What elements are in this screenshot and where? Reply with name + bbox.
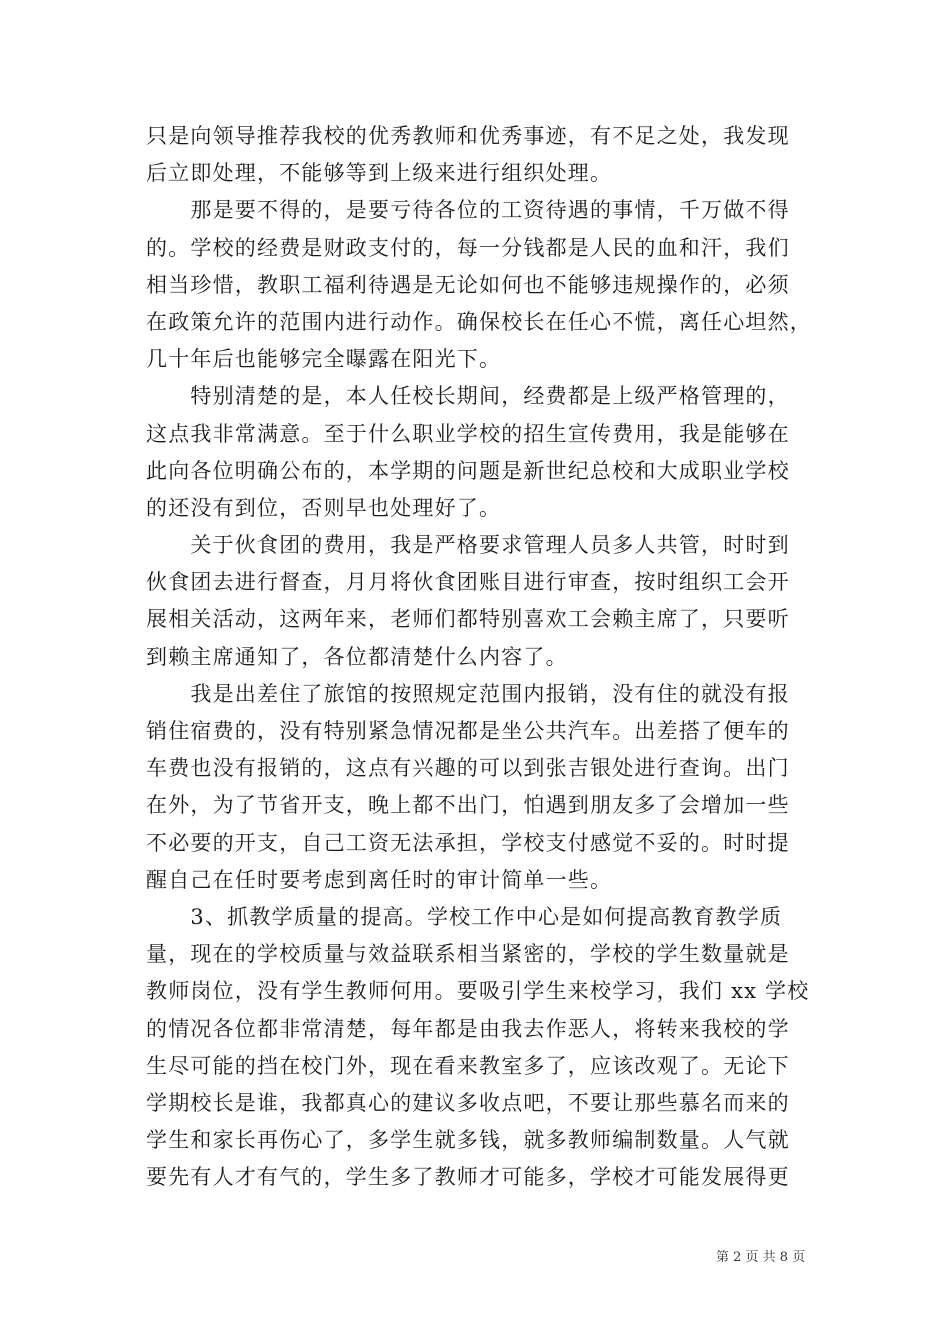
text-line: 在政策允许的范围内进行动作。确保校长在任心不慌，离任心坦然， [146,309,812,334]
text-line: 我是出差住了旅馆的按照规定范围内报销，没有住的就没有报 [146,681,790,706]
text-line: 几十年后也能够完全曝露在阳光下。 [146,347,502,372]
document-body [146,118,816,1196]
text-line: 特别清楚的是，本人任校长期间，经费都是上级严格管理的， [146,384,790,409]
text-line: 只是向领导推荐我校的优秀教师和优秀事迹，有不足之处，我发现 [146,124,790,148]
text-line: 销住宿费的，没有特别紧急情况都是坐公共汽车。出差搭了便车的 [146,719,790,743]
text-line: 那是要不得的，是要亏待各位的工资待遇的事情，千万做不得 [146,198,790,223]
text-line: 的。学校的经费是财政支付的，每一分钱都是人民的血和汗，我们 [146,235,790,260]
text-line: 量，现在的学校质量与效益联系相当紧密的，学校的学生数量就是 [146,942,790,967]
text-line: 学生和家长再伤心了，多学生就多钱，就多教师编制数量。人气就 [146,1128,790,1153]
text-line: 关于伙食团的费用，我是严格要求管理人员多人共管，时时到 [146,533,790,558]
text-line: 学期校长是谁，我都真心的建议多收点吧，不要让那些慕名而来的 [146,1090,790,1115]
text-line: 生尽可能的挡在校门外，现在看来教室多了，应该改观了。无论下 [146,1053,790,1078]
text-line: 的情况各位都非常清楚，每年都是由我去作恶人，将转来我校的学 [146,1016,790,1041]
text-line: 伙食团去进行督查，月月将伙食团账目进行审查，按时组织工会开 [146,570,790,595]
text-line: 此向各位明确公布的，本学期的问题是新世纪总校和大成职业学校 [146,458,790,483]
text-line: 不必要的开支，自己工资无法承担，学校支付感觉不妥的。时时提 [146,830,790,855]
text-line: 的还没有到位，否则早也处理好了。 [146,495,502,520]
text-line: 教师岗位，没有学生教师何用。要吸引学生来校学习，我们 xx 学校 [146,979,810,1004]
text-line: 相当珍惜，教职工福利待遇是无论如何也不能够违规操作的，必须 [146,272,790,297]
text-line: 在外，为了节省开支，晚上都不出门，怕遇到朋友多了会增加一些 [146,793,790,818]
text-line: 要先有人才有气的，学生多了教师才可能多，学校才可能发展得更 [146,1165,790,1190]
text-line: 到赖主席通知了，各位都清楚什么内容了。 [146,644,568,669]
text-line: 后立即处理，不能够等到上级来进行组织处理。 [146,161,613,186]
text-line: 这点我非常满意。至于什么职业学校的招生宣传费用，我是能够在 [146,421,790,446]
page-number: 第 2 页 共 8 页 [716,1250,806,1265]
text-line: 车费也没有报销的，这点有兴趣的可以到张吉银处进行查询。出门 [146,756,790,781]
text-line: 3、抓教学质量的提高。学校工作中心是如何提高教育教学质 [146,904,783,929]
text-line: 展相关活动，这两年来，老师们都特别喜欢工会赖主席了，只要听 [146,607,790,632]
text-line: 醒自己在任时要考虑到离任时的审计简单一些。 [146,867,613,892]
